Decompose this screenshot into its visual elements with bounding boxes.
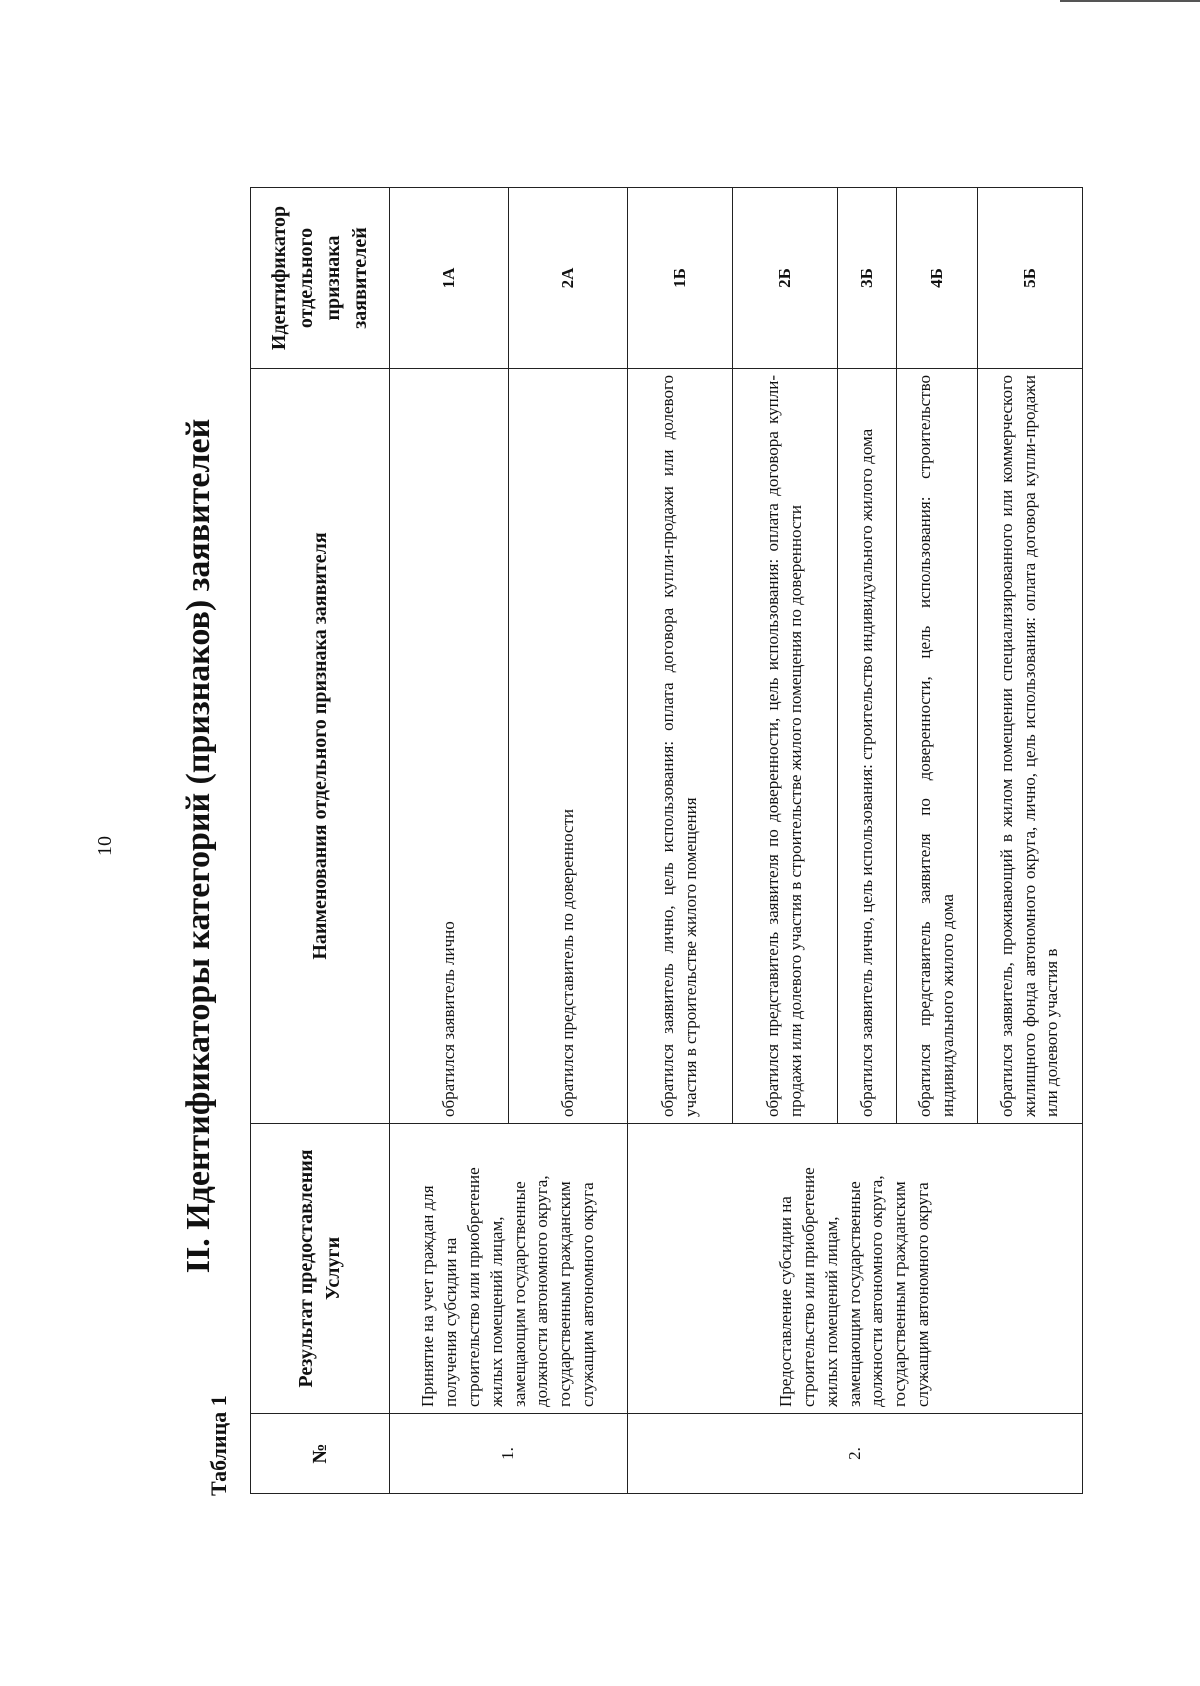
header-result: Результат предоставления Услуги	[251, 1124, 390, 1414]
result-cell: Принятие на учет граждан для получения субсидии на строительство или приобретение жилых помещений лицам, замещающим государственные должности автономного округа, государственным гражданским служащим автономного округа	[390, 1124, 628, 1414]
row-number: 1.	[390, 1414, 628, 1494]
attribute-name-cell: обратился заявитель, проживающий в жилом помещении специализированного или коммерческого жилищного фонда автономного округа, лично, цель использования: оплата договора купли-продажи или долевого участия в	[978, 369, 1083, 1124]
attribute-name-cell: обратился представитель по доверенности	[509, 369, 628, 1124]
table-row	[628, 188, 733, 1494]
attribute-name-cell: обратился заявитель лично	[390, 369, 509, 1124]
identifier-cell: 5Б	[978, 188, 1083, 369]
page-number: 10	[94, 836, 116, 856]
attribute-name-cell: обратился заявитель лично, цель использования: строительство индивидуального жилого дома	[838, 369, 897, 1124]
row-number: 2.	[628, 1414, 1083, 1494]
attribute-name-cell: обратился представитель заявителя по доверенности, цель использования: строительство индивидуального жилого дома	[897, 369, 978, 1124]
page-title: II. Идентификаторы категорий (признаков) заявителей	[180, 418, 217, 1274]
attribute-name-cell: обратился заявитель лично, цель использования: оплата договора купли-продажи или долевого участия в строительстве жилого помещения	[628, 369, 733, 1124]
header-id: Идентификатор отдельного признака заявителей	[251, 188, 390, 369]
identifier-cell: 2А	[509, 188, 628, 369]
attribute-name-cell: обратился представитель заявителя по доверенности, цель использования: оплата договора купли-продажи или долевого участия в строительстве жилого помещения по доверенности	[733, 369, 838, 1124]
identifier-cell: 1Б	[628, 188, 733, 369]
identifiers-table	[250, 187, 1083, 1494]
identifier-cell: 3Б	[838, 188, 897, 369]
table-caption: Таблица 1	[206, 1395, 231, 1496]
header-num: №	[251, 1414, 390, 1494]
result-cell: Предоставление субсидии на строительство или приобретение жилых помещений лицам, замещающим государственные должности автономного округа, государственным гражданским служащим автономного округа	[628, 1124, 1083, 1414]
table-header-row	[251, 188, 390, 1494]
identifier-cell: 2Б	[733, 188, 838, 369]
table-row	[390, 188, 509, 1494]
header-name: Наименования отдельного признака заявителя	[251, 369, 390, 1124]
identifier-cell: 1А	[390, 188, 509, 369]
identifier-cell: 4Б	[897, 188, 978, 369]
